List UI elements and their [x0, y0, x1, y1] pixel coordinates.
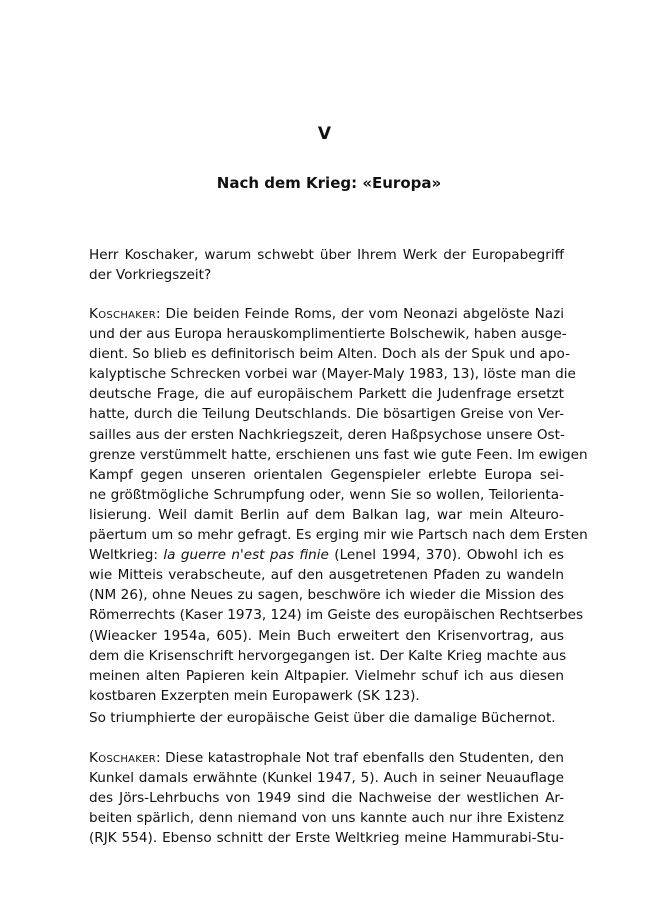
text-line: (RJK 554). Ebenso schnitt der Erste Weltkrieg meine Hammurabi-Stu-	[89, 830, 564, 847]
text-line: grenze verstümmelt hatte, erschienen uns fast wie gute Feen. Im ewigen	[89, 446, 588, 463]
text-line: Koschaker: Die beiden Feinde Roms, der vom Neonazi abgelöste Nazi	[89, 306, 564, 322]
text-line: lisierung. Weil damit Berlin auf dem Balkan lag, war mein Alteuro-	[89, 506, 564, 523]
answer-paragraph-2	[89, 748, 564, 848]
text-line: wie Mitteis verabscheute, auf den ausgetretenen Pfaden zu wandeln	[89, 567, 564, 584]
text-line: deutsche Frage, die auf europäischem Parkett die Judenfrage ersetzt	[89, 386, 564, 403]
italic-quote: la guerre n'est pas finie	[163, 547, 329, 564]
answer-paragraph-1	[89, 304, 588, 706]
speaker-name: Koschaker	[89, 750, 156, 766]
text-line: Kampf gegen unseren orientalen Gegenspieler erlebte Europa sei-	[89, 466, 564, 483]
text-line: dem die Krisenschrift hervorgegangen ist. Der Kalte Krieg machte aus	[89, 647, 567, 664]
chapter-title: Nach dem Krieg: «Europa»	[216, 174, 442, 192]
text-line: sailles aus der ersten Nachkriegszeit, deren Haßpsychose unsere Ost-	[89, 426, 565, 443]
text-line: Kunkel damals erwähnte (Kunkel 1947, 5). Auch in seiner Neuauflage	[89, 770, 564, 787]
text-line: des Jörs-Lehrbuchs von 1949 sind die Nachweise der westlichen Ar-	[89, 790, 564, 807]
text-line: (Wieacker 1954a, 605). Mein Buch erweitert den Krisenvortrag, aus	[89, 627, 564, 644]
text-line: Weltkrieg: la guerre n'est pas finie (Lenel 1994, 370). Obwohl ich es	[89, 547, 564, 564]
text-line: Koschaker: Diese katastrophale Not traf ebenfalls den Studenten, den	[89, 750, 564, 766]
speaker-name: Koschaker	[89, 306, 156, 322]
text-line: So triumphierte der europäische Geist über die damalige Büchernot.	[89, 710, 556, 726]
text-line: hatte, durch die Teilung Deutschlands. Die bösartigen Greise von Ver-	[89, 406, 564, 423]
text-line: ne größtmögliche Schrumpfung oder, wenn Sie so wollen, Teilorienta-	[89, 486, 564, 503]
text-line: kalyptische Schrecken vorbei war (Mayer-Maly 1983, 13), löste man die	[89, 366, 576, 383]
chapter-number: V	[317, 124, 333, 144]
question-paragraph-2	[89, 708, 564, 728]
text-line: päertum um so mehr gefragt. Es erging mir wie Partsch nach dem Ersten	[89, 527, 588, 544]
text-line: beiten spärlich, denn niemand von uns kannte auch nur ihre Existenz	[89, 810, 564, 827]
text-line: meinen alten Papieren kein Altpapier. Vielmehr schuf ich aus diesen	[89, 667, 564, 684]
text-line: kostbaren Exzerpten mein Europawerk (SK 123).	[89, 687, 420, 704]
text-line: (NM 26), ohne Neues zu sagen, beschwöre ich wieder die Mission des	[89, 587, 564, 604]
text-line: Herr Koschaker, warum schwebt über Ihrem Werk der Europabegriff	[89, 247, 564, 263]
text-line: Römerrechts (Kaser 1973, 124) im Geiste des europäischen Rechtserbes	[89, 607, 584, 624]
question-paragraph-1	[89, 245, 564, 285]
text-line: der Vorkriegszeit?	[89, 267, 212, 284]
text-line: dient. So blieb es definitorisch beim Alten. Doch als der Spuk und apo-	[89, 346, 570, 363]
text-line: und der aus Europa herauskomplimentierte Bolschewik, haben ausge-	[89, 326, 567, 343]
